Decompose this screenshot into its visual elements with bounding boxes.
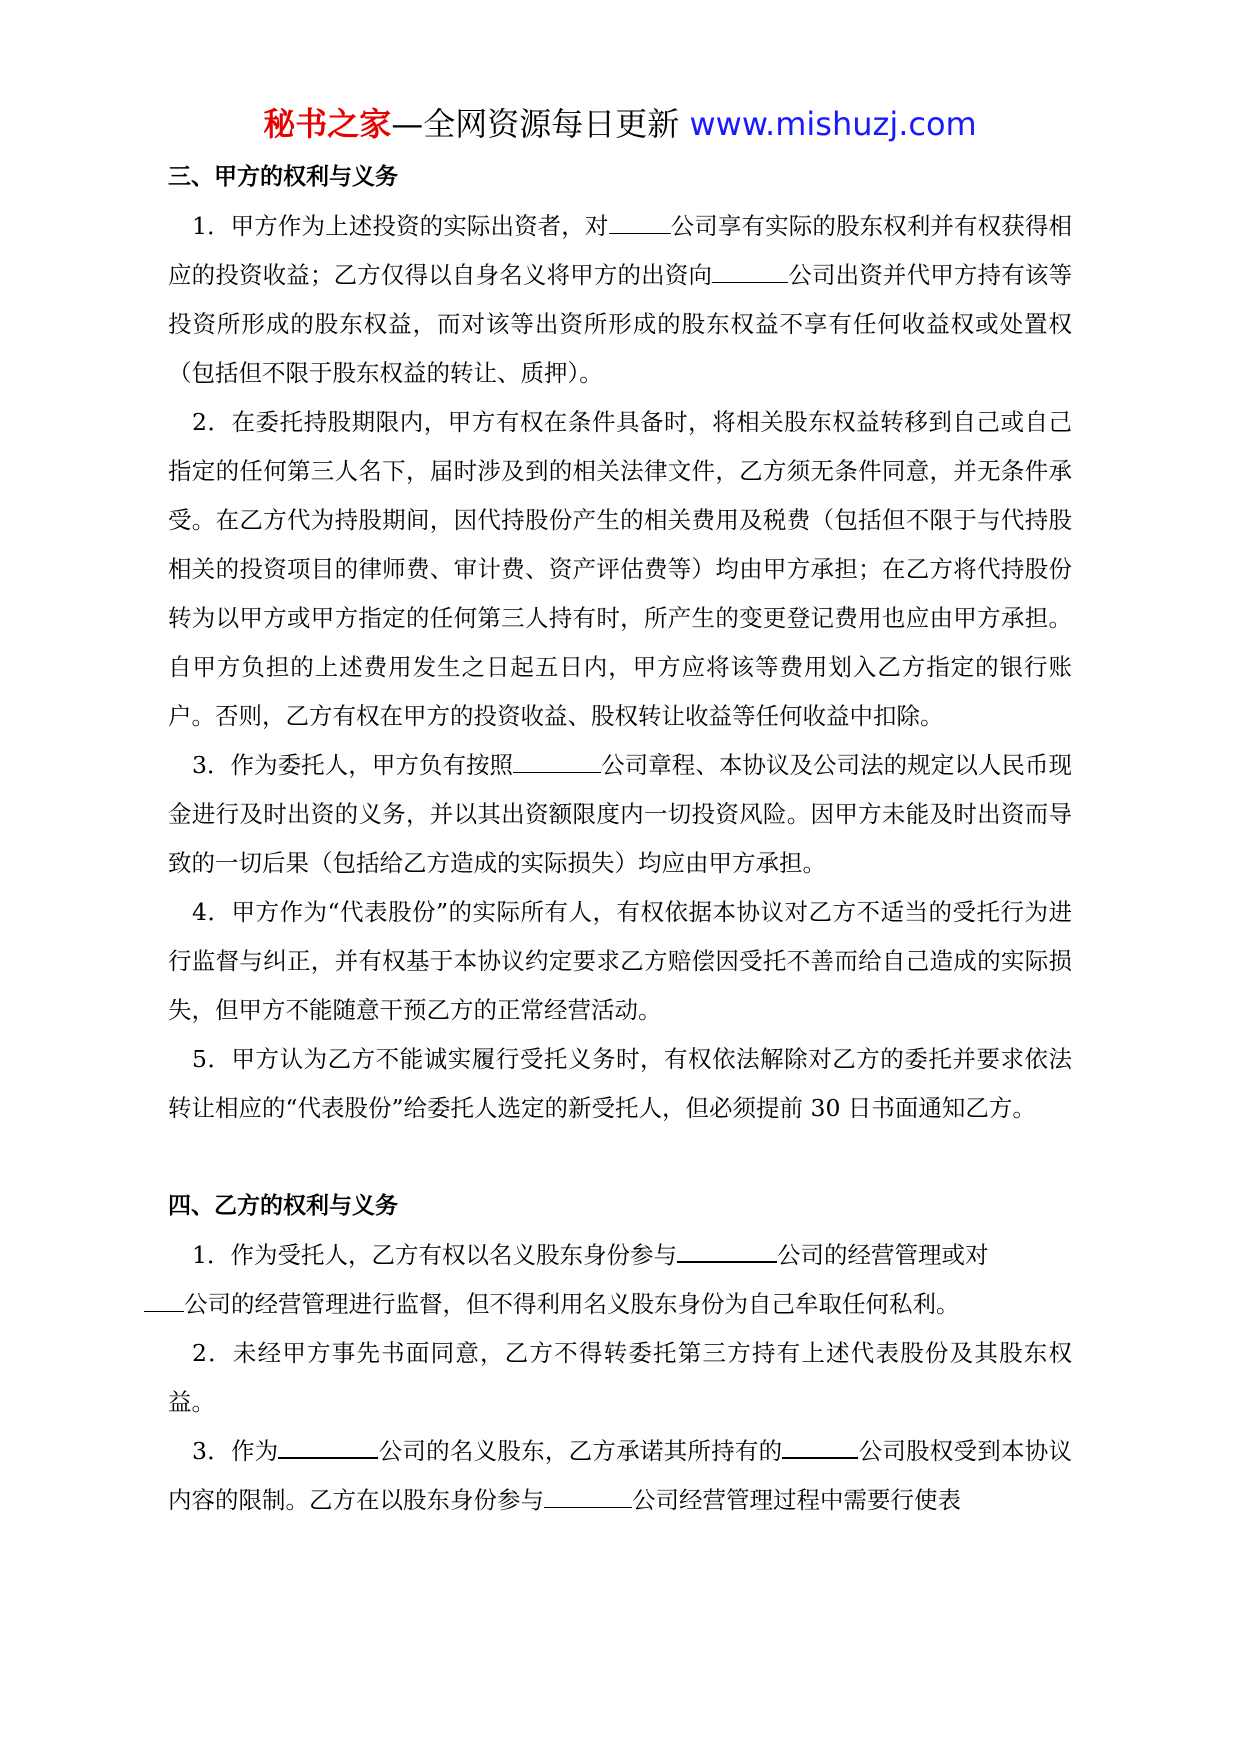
document-body bbox=[168, 152, 1072, 1525]
paragraph: 5．甲方认为乙方不能诚实履行受托义务时，有权依法解除对乙方的委托并要求依法转让相应的“代表股份”给委托人选定的新受托人，但必须提前 30 日书面通知乙方。 bbox=[168, 1045, 1072, 1122]
fill-blank bbox=[144, 1289, 184, 1312]
fill-blank bbox=[513, 750, 601, 773]
paragraph: 2．在委托持股期限内，甲方有权在条件具备时，将相关股东权益转移到自己或自己指定的任何第三人名下，届时涉及到的相关法律文件，乙方须无条件同意，并无条件承受。在乙方代为持股期间，因代持股份产生的相关费用及税费（包括但不限于与代持股相关的投资项目的律师费、审计费、资产评估费等）均由甲方承担；在乙方将代持股份转为以甲方或甲方指定的任何第三人持有时，所产生的变更登记费用也应由甲方承担。自甲方负担的上述费用发生之日起五日内，甲方应将该等费用划入乙方指定的银行账户。否则，乙方有权在甲方的投资收益、股权转让收益等任何收益中扣除。 bbox=[168, 408, 1072, 730]
fill-blank bbox=[609, 211, 671, 234]
site-header bbox=[0, 100, 1240, 148]
fill-blank bbox=[544, 1485, 632, 1508]
section-heading-party-a: 三、甲方的权利与义务 bbox=[168, 164, 398, 190]
site-brand: 秘书之家 bbox=[263, 105, 392, 143]
fill-blank bbox=[677, 1239, 777, 1263]
site-tagline: —全网资源每日更新 bbox=[391, 105, 690, 143]
paragraph: 3．作为 公司的名义股东，乙方承诺其所持有的 公司股权受到本协议内容的限制。乙方在以股东身份参与 公司经营管理过程中需要行使表 bbox=[168, 1427, 1072, 1525]
paragraph: 2．未经甲方事先书面同意，乙方不得转委托第三方持有上述代表股份及其股东权益。 bbox=[168, 1339, 1072, 1416]
fill-blank bbox=[782, 1435, 858, 1459]
paragraph: 3．作为委托人，甲方负有按照 公司章程、本协议及公司法的规定以人民币现金进行及时出资的义务，并以其出资额限度内一切投资风险。因甲方未能及时出资而导致的一切后果（包括给乙方造成的实际损失）均应由甲方承担。 bbox=[168, 751, 1073, 877]
fill-blank bbox=[278, 1435, 378, 1459]
paragraph: 1．作为受托人，乙方有权以名义股东身份参与 公司的经营管理或对 公司的经营管理进行监督，但不得利用名义股东身份为自己牟取任何私利。 bbox=[168, 1231, 1072, 1329]
paragraph: 4．甲方作为“代表股份”的实际所有人，有权依据本协议对乙方不适当的受托行为进行监督与纠正，并有权基于本协议约定要求乙方赔偿因受托不善而给自己造成的实际损失，但甲方不能随意干预乙方的正常经营活动。 bbox=[168, 898, 1072, 1024]
fill-blank bbox=[712, 260, 788, 283]
paragraph: 1．甲方作为上述投资的实际出资者，对 公司享有实际的股东权利并有权获得相应的投资收益；乙方仅得以自身名义将甲方的出资向 公司出资并代甲方持有该等投资所形成的股东权益，而对该等出资所形成的股东权益不享有任何收益权或处置权（包括但不限于股东权益的转让、质押）。 bbox=[168, 212, 1073, 387]
section-heading-party-b: 四、乙方的权利与义务 bbox=[168, 1193, 398, 1219]
site-url-link[interactable]: www.mishuzj.com bbox=[689, 105, 977, 143]
